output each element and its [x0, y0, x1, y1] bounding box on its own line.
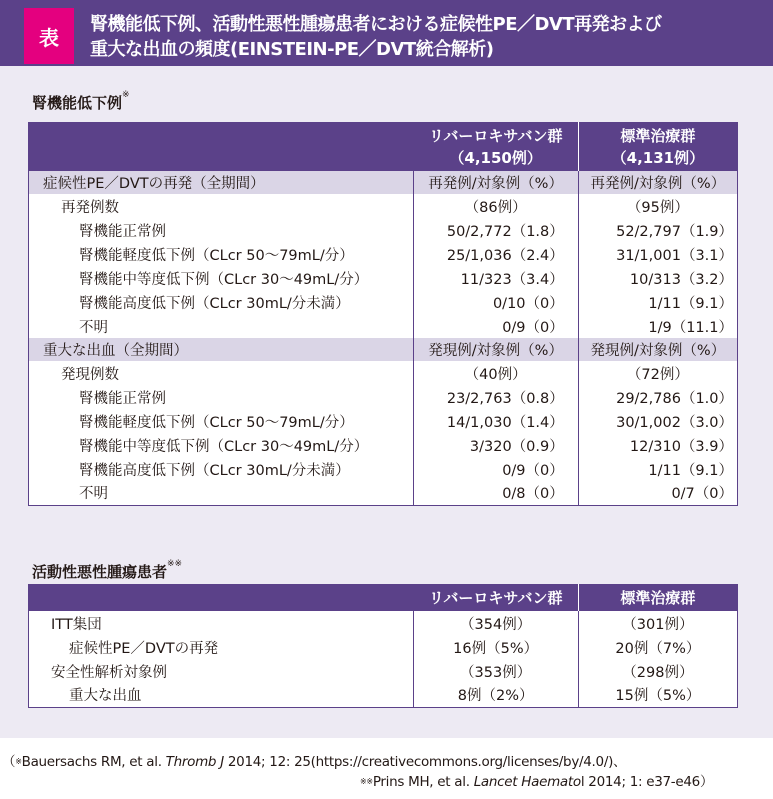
- renal-section-mark: ※: [122, 90, 130, 100]
- row-value-standard: 1/9（11.1）: [578, 314, 737, 338]
- table-header-bar: [0, 0, 773, 66]
- col-standard-n: （4,131例）: [611, 149, 705, 167]
- footnote-mark1: ※: [15, 757, 22, 766]
- footnote-ref2-rest: l 2014; 1: e37-e46）: [580, 774, 714, 790]
- footnote-ref1-authors: Bauersachs RM, et al.: [21, 754, 166, 770]
- table-row: [29, 194, 738, 218]
- group-header-rivaroxaban: 再発例/対象例（%）: [413, 171, 578, 194]
- row-label: ITT集団: [51, 616, 102, 633]
- cancer-section-title-text: 活動性悪性腫瘍患者: [32, 563, 168, 581]
- row-value-rivaroxaban: 16例（5%）: [413, 635, 578, 659]
- group-header-row: [29, 338, 738, 361]
- renal-header-rivaroxaban: [413, 123, 578, 172]
- row-value-standard: （301例）: [578, 611, 737, 635]
- row-value-standard: （298例）: [578, 659, 737, 683]
- table-row: [29, 635, 738, 659]
- row-value-standard: 1/11（9.1）: [578, 290, 737, 314]
- footnote-open: （: [2, 754, 16, 770]
- col-rivaroxaban-label: リバーロキサバン群: [428, 127, 563, 145]
- row-label: 腎機能正常例: [79, 223, 166, 240]
- row-value-standard: 1/11（9.1）: [578, 457, 737, 481]
- renal-function-table: [28, 122, 738, 506]
- row-value-rivaroxaban: 3/320（0.9）: [413, 433, 578, 457]
- row-label: 腎機能軽度低下例（CLcr 50〜79mL/分）: [79, 414, 354, 431]
- group-header-label: 重大な出血（全期間）: [29, 338, 414, 361]
- row-value-rivaroxaban: （40例）: [413, 361, 578, 385]
- footnote-line1: [2, 752, 713, 772]
- row-value-rivaroxaban: 23/2,763（0.8）: [413, 385, 578, 409]
- table-row: [29, 457, 738, 481]
- cancer-header-rivaroxaban: リバーロキサバン群: [413, 585, 578, 612]
- active-cancer-table: [28, 584, 738, 708]
- row-value-rivaroxaban: 50/2,772（1.8）: [413, 218, 578, 242]
- table-title-line1: 腎機能低下例、活動性悪性腫瘍患者における症候性PE／DVT再発および: [90, 14, 662, 35]
- row-value-rivaroxaban: 14/1,030（1.4）: [413, 409, 578, 433]
- row-value-standard: 29/2,786（1.0）: [578, 385, 737, 409]
- footnote-ref1-journal: Thromb J: [165, 754, 224, 770]
- row-label: 不明: [79, 319, 108, 336]
- table-row: [29, 218, 738, 242]
- cancer-header-blank: [29, 585, 414, 612]
- group-header-standard: 発現例/対象例（%）: [578, 338, 737, 361]
- row-value-standard: 15例（5%）: [578, 683, 737, 707]
- row-label: 症候性PE／DVTの再発: [69, 640, 219, 657]
- cancer-header-standard: 標準治療群: [578, 585, 737, 612]
- row-label: 腎機能中等度低下例（CLcr 30〜49mL/分）: [79, 438, 369, 455]
- group-header-standard: 再発例/対象例（%）: [578, 171, 737, 194]
- footnote: [2, 752, 713, 792]
- row-value-standard: 12/310（3.9）: [578, 433, 737, 457]
- footnote-ref2-journal: Lancet Haemato: [473, 774, 581, 790]
- row-value-standard: 10/313（3.2）: [578, 266, 737, 290]
- row-value-rivaroxaban: （354例）: [413, 611, 578, 635]
- row-value-standard: 52/2,797（1.9）: [578, 218, 737, 242]
- table-row: [29, 481, 738, 505]
- table-row: [29, 683, 738, 707]
- renal-header-standard: [578, 123, 737, 172]
- group-header-label: 症候性PE／DVTの再発（全期間）: [29, 171, 414, 194]
- table-row: [29, 433, 738, 457]
- row-value-rivaroxaban: 0/9（0）: [413, 314, 578, 338]
- row-value-standard: 0/7（0）: [578, 481, 737, 505]
- col-standard-label: 標準治療群: [620, 127, 696, 145]
- row-value-standard: （72例）: [578, 361, 737, 385]
- row-value-rivaroxaban: 11/323（3.4）: [413, 266, 578, 290]
- row-value-rivaroxaban: （353例）: [413, 659, 578, 683]
- cancer-rows: [29, 611, 738, 707]
- row-label: 再発例数: [61, 199, 119, 216]
- renal-section-title: [32, 92, 130, 113]
- table-row: [29, 385, 738, 409]
- row-value-rivaroxaban: 25/1,036（2.4）: [413, 242, 578, 266]
- row-label: 腎機能高度低下例（CLcr 30mL/分未満）: [79, 295, 350, 312]
- footnote-ref2-authors: Prins MH, et al.: [372, 774, 474, 790]
- row-value-rivaroxaban: 0/10（0）: [413, 290, 578, 314]
- footnote-mark2: ※※: [360, 777, 373, 786]
- table-row: [29, 409, 738, 433]
- row-value-standard: 31/1,001（3.1）: [578, 242, 737, 266]
- table-row: [29, 266, 738, 290]
- row-label: 重大な出血: [69, 688, 142, 705]
- row-value-rivaroxaban: （86例）: [413, 194, 578, 218]
- row-label: 腎機能高度低下例（CLcr 30mL/分未満）: [79, 462, 350, 479]
- row-label: 安全性解析対象例: [51, 664, 167, 681]
- group-header-row: [29, 171, 738, 194]
- col-rivaroxaban-n: （4,150例）: [449, 149, 542, 167]
- group-header-rivaroxaban: 発現例/対象例（%）: [413, 338, 578, 361]
- row-label: 発現例数: [61, 366, 119, 383]
- row-value-standard: 30/1,002（3.0）: [578, 409, 737, 433]
- row-label: 不明: [79, 486, 108, 503]
- row-label: 腎機能軽度低下例（CLcr 50〜79mL/分）: [79, 247, 354, 264]
- row-label: 腎機能中等度低下例（CLcr 30〜49mL/分）: [79, 271, 369, 288]
- cancer-section-title: [32, 561, 182, 582]
- renal-section-title-text: 腎機能低下例: [32, 94, 123, 112]
- row-value-rivaroxaban: 8例（2%）: [413, 683, 578, 707]
- cancer-section-mark: ※※: [167, 559, 183, 569]
- row-label: 腎機能正常例: [79, 390, 166, 407]
- row-value-standard: 20例（7%）: [578, 635, 737, 659]
- row-value-rivaroxaban: 0/9（0）: [413, 457, 578, 481]
- renal-group2: [29, 338, 738, 505]
- cancer-header-row: [29, 585, 738, 612]
- table-row: [29, 290, 738, 314]
- row-value-standard: （95例）: [578, 194, 737, 218]
- footnote-line2: [2, 772, 713, 792]
- table-title-line2: 重大な出血の頻度(EINSTEIN-PE／DVT統合解析): [90, 39, 494, 60]
- table-row: [29, 361, 738, 385]
- table-tag: 表: [24, 8, 74, 64]
- renal-header-row: [29, 123, 738, 172]
- footnote-ref1-rest: 2014; 12: 25(https://creativecommons.org/licenses/by/4.0/)、: [223, 754, 627, 770]
- renal-header-blank: [29, 123, 414, 172]
- table-row: [29, 242, 738, 266]
- row-value-rivaroxaban: 0/8（0）: [413, 481, 578, 505]
- table-row: [29, 611, 738, 635]
- table-row: [29, 314, 738, 338]
- table-row: [29, 659, 738, 683]
- renal-group1: [29, 171, 738, 338]
